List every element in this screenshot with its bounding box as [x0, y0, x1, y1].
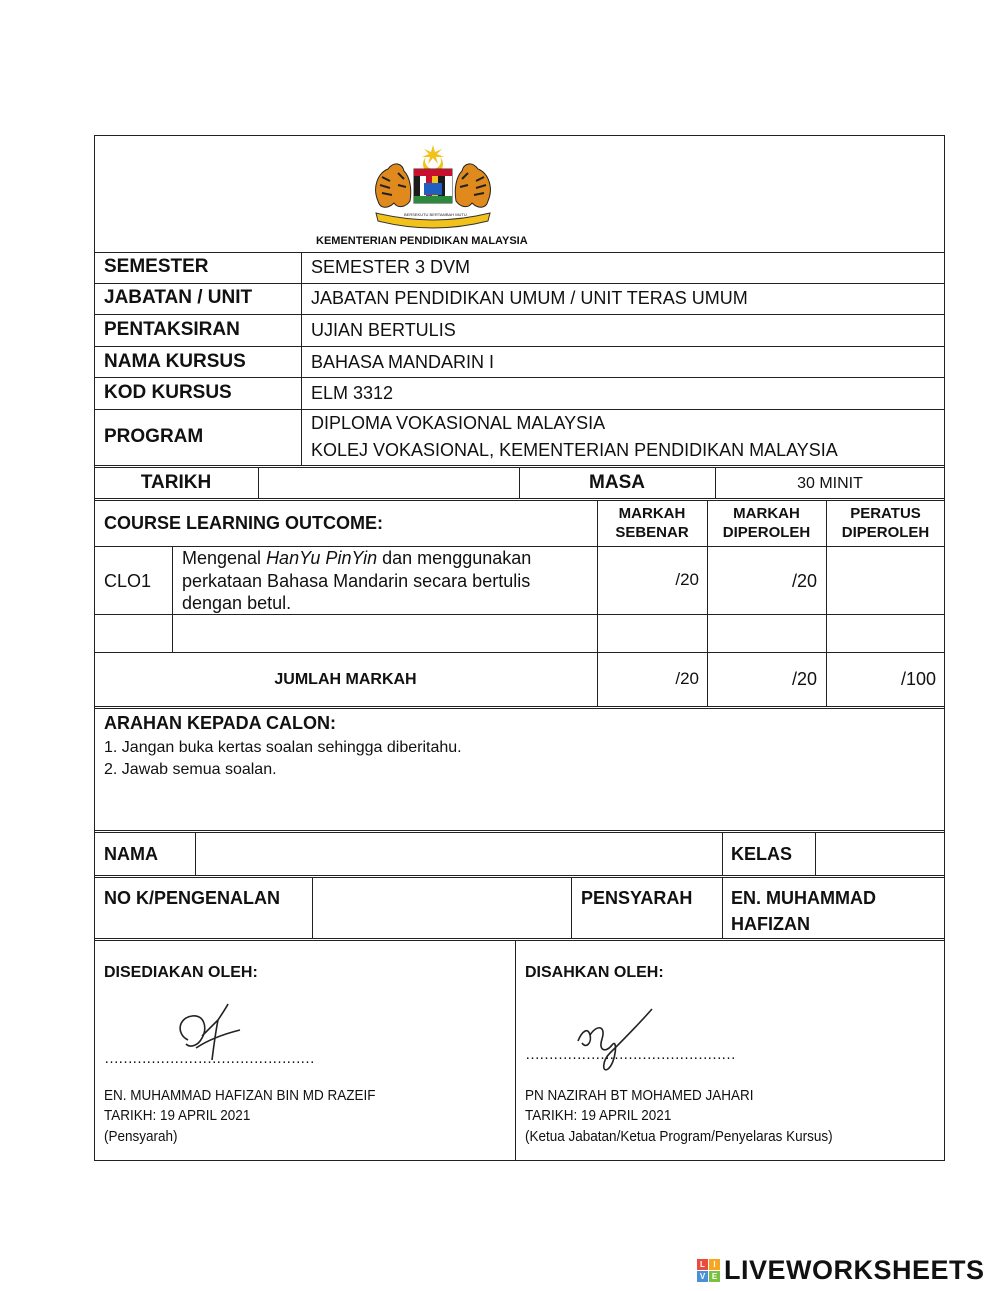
value-program-line1: DIPLOMA VOKASIONAL MALAYSIA [311, 413, 606, 433]
disediakan-date: TARIKH: 19 APRIL 2021 [104, 1107, 251, 1124]
value-jabatan: JABATAN PENDIDIKAN UMUM / UNIT TERAS UMUM [311, 288, 748, 308]
label-kod-kursus: KOD KURSUS [104, 382, 232, 403]
logo-tile-i: I [709, 1259, 720, 1270]
liveworksheets-logo-icon [697, 1259, 720, 1282]
col-markah-sebenar-line1: MARKAH [618, 505, 686, 522]
value-kod-kursus: ELM 3312 [311, 383, 394, 403]
pensyarah-label: PENSYARAH [581, 888, 693, 908]
disahkan-name: PN NAZIRAH BT MOHAMED JAHARI [525, 1087, 754, 1104]
col-markah-sebenar-line2: SEBENAR [615, 524, 689, 541]
jumlah-diperoleh: /20 [791, 669, 817, 689]
clo-desc-line3: dengan betul. [182, 593, 292, 613]
logo-tile-e: E [709, 1271, 720, 1282]
nama-label: NAMA [104, 844, 158, 864]
kelas-label: KELAS [731, 844, 793, 864]
disediakan-dots: ……………………………………… [104, 1050, 314, 1067]
no-kp-input[interactable] [322, 888, 566, 912]
value-semester: SEMESTER 3 DVM [311, 257, 471, 277]
no-kp-label: NO K/PENGENALAN [104, 888, 281, 908]
instruction-item-1: 1. Jangan buka kertas soalan sehingga diberitahu. [104, 739, 462, 756]
instructions-title: ARAHAN KEPADA CALON: [104, 713, 336, 733]
col-markah-diperoleh-line2: DIPEROLEH [722, 524, 811, 541]
value-pentaksiran: UJIAN BERTULIS [311, 320, 456, 340]
disahkan-title: DISAHKAN OLEH: [525, 964, 664, 981]
kelas-input[interactable] [822, 844, 938, 868]
instruction-item-2: 2. Jawab semua soalan. [104, 761, 277, 778]
jumlah-sebenar: /20 [675, 669, 699, 688]
liveworksheets-watermark [697, 1253, 985, 1287]
disediakan-name: EN. MUHAMMAD HAFIZAN BIN MD RAZEIF [104, 1087, 376, 1104]
nama-input[interactable] [205, 844, 715, 868]
clo-code: CLO1 [104, 571, 152, 591]
logo-tile-v: V [697, 1271, 708, 1282]
crest-motto: BERSEKUTU BERTAMBAH MUTU [404, 212, 467, 217]
clo-desc-line2: perkataan Bahasa Mandarin secara bertulis [182, 571, 531, 591]
disahkan-role: (Ketua Jabatan/Ketua Program/Penyelaras Kursus) [525, 1128, 833, 1145]
disediakan-role: (Pensyarah) [104, 1128, 178, 1145]
col-markah-diperoleh-line1: MARKAH [733, 505, 800, 522]
jumlah-peratus: /100 [900, 669, 936, 689]
clo-desc-line1: Mengenal HanYu PinYin dan menggunakan [182, 548, 532, 568]
clo-markah-sebenar: /20 [675, 570, 699, 589]
ministry-name: KEMENTERIAN PENDIDIKAN MALAYSIA [316, 235, 528, 247]
liveworksheets-text: LIVEWORKSHEETS [724, 1254, 985, 1285]
clo-title: COURSE LEARNING OUTCOME: [104, 513, 383, 533]
label-jabatan: JABATAN / UNIT [104, 287, 253, 308]
col-peratus-diperoleh-line1: PERATUS [850, 505, 921, 522]
value-nama-kursus: BAHASA MANDARIN I [311, 352, 495, 372]
label-semester: SEMESTER [104, 256, 209, 277]
value-program-line2: KOLEJ VOKASIONAL, KEMENTERIAN PENDIDIKAN MALAYSIA [311, 440, 838, 460]
pensyarah-name-line2: HAFIZAN [731, 914, 810, 934]
col-peratus-diperoleh-line2: DIPEROLEH [841, 524, 930, 541]
logo-tile-l: L [697, 1259, 708, 1270]
disahkan-dots: ……………………………………… [525, 1046, 735, 1063]
label-tarikh: TARIKH [140, 472, 212, 493]
label-masa: MASA [589, 472, 645, 493]
pensyarah-name-line1: EN. MUHAMMAD [731, 888, 876, 908]
malaysia-coat-of-arms-icon [368, 143, 498, 233]
label-pentaksiran: PENTAKSIRAN [104, 319, 240, 340]
value-masa: 30 MINIT [797, 475, 863, 492]
crest [368, 143, 498, 233]
label-program: PROGRAM [104, 426, 204, 447]
disahkan-date: TARIKH: 19 APRIL 2021 [525, 1107, 672, 1124]
label-nama-kursus: NAMA KURSUS [104, 351, 246, 372]
disediakan-title: DISEDIAKAN OLEH: [104, 964, 258, 981]
clo-markah-diperoleh: /20 [791, 571, 817, 591]
jumlah-markah-label: JUMLAH MARKAH [274, 671, 417, 688]
